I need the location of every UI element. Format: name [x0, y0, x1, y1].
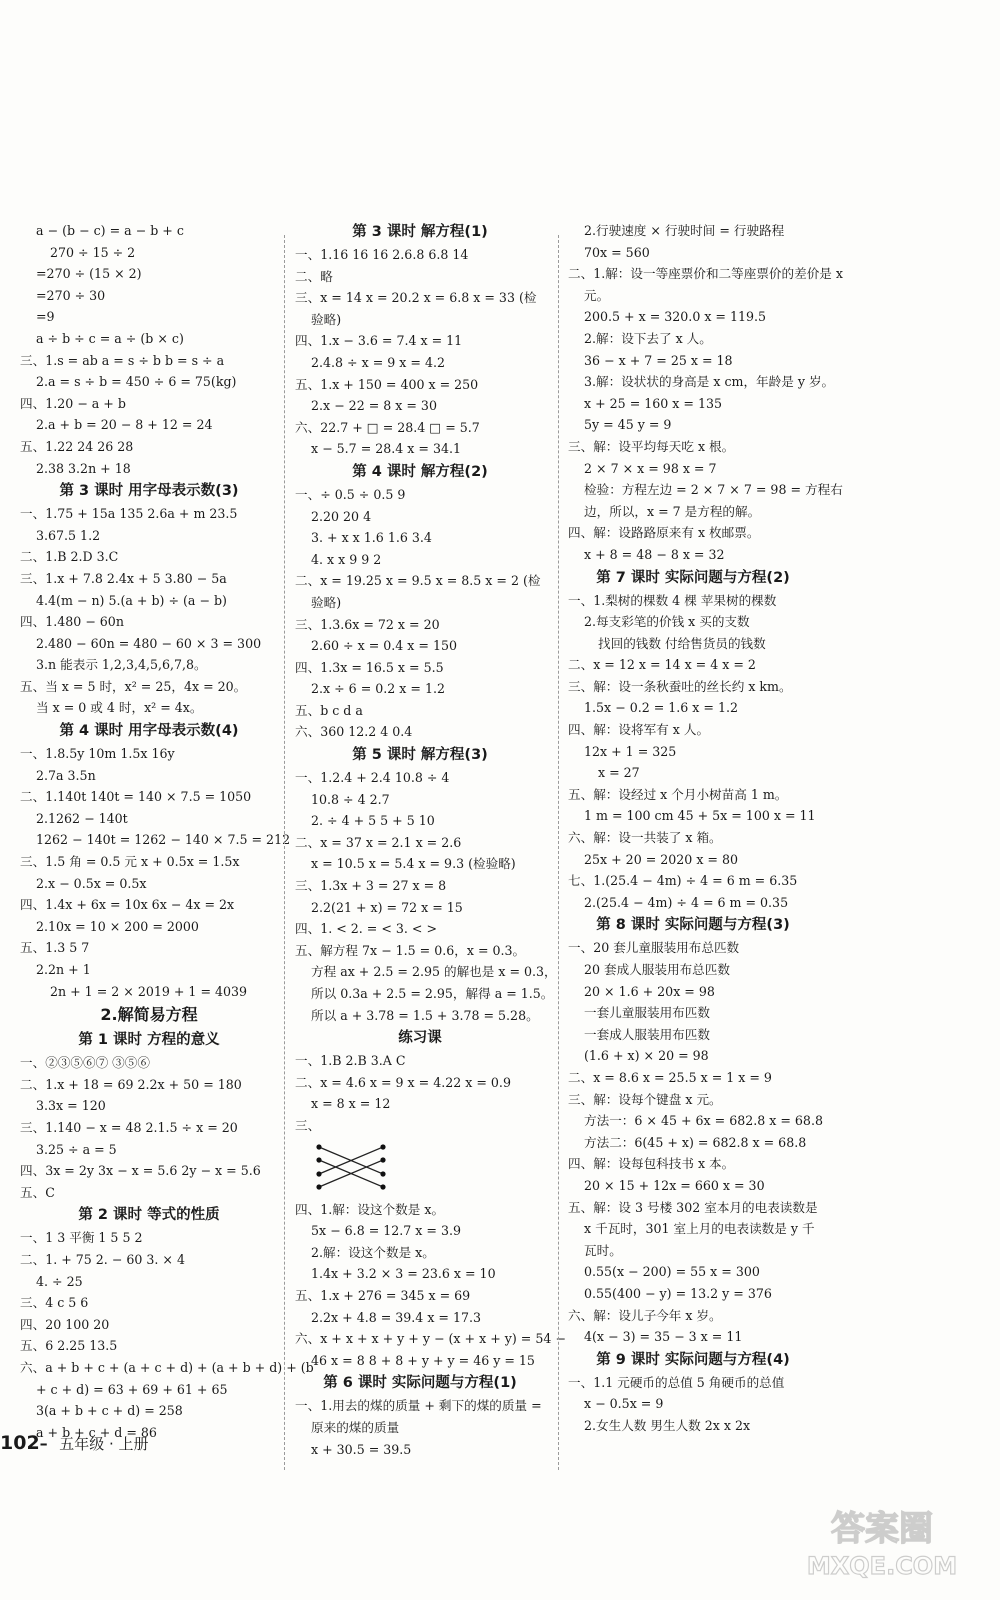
- lesson-heading: 第 2 课时 等式的性质: [78, 1207, 220, 1224]
- answer-line: 三、4 c 5 6: [20, 1295, 89, 1311]
- answer-line: 四、解：设每包科技书 x 本。: [568, 1156, 735, 1172]
- matching-dot: [380, 1144, 385, 1149]
- answer-line: 一、1.梨树的棵数 4 棵 苹果树的棵数: [568, 592, 777, 608]
- answer-line: 五、解方程 7x − 1.5 = 0.6，x = 0.3。: [295, 942, 526, 958]
- answer-line: 五、C: [20, 1184, 55, 1200]
- answer-line: 一、20 套儿童服装用布总匹数: [568, 940, 740, 956]
- answer-line: 3.3x = 120: [36, 1098, 106, 1114]
- answer-line: 七、1.(25.4 − 4m) ÷ 4 = 6 m = 6.35: [568, 873, 798, 889]
- answer-line: 找回的钱数 付给售货员的钱数: [598, 635, 766, 651]
- answer-line: 3.67.5 1.2: [36, 527, 101, 543]
- answer-line: 2.x − 0.5x = 0.5x: [36, 875, 147, 891]
- column-divider: [284, 235, 285, 1470]
- matching-dot: [380, 1184, 385, 1189]
- answer-line: 4. ÷ 25: [36, 1273, 83, 1289]
- answer-line: x + 30.5 = 39.5: [311, 1441, 412, 1457]
- answer-line: 70x = 560: [584, 244, 650, 260]
- answer-line: 二、1.140t 140t = 140 × 7.5 = 1050: [20, 789, 252, 805]
- answer-line: 四、1.20 − a + b: [20, 395, 126, 411]
- answer-line: 三、1.5 角 = 0.5 元 x + 0.5x = 1.5x: [20, 854, 240, 870]
- answer-line: 二、略: [295, 268, 333, 284]
- answer-line: =270 ÷ 30: [36, 287, 106, 303]
- watermark-text-bottom: MXQE.COM: [806, 1552, 958, 1580]
- answer-line: 三、解：设一条秋蚕吐的丝长约 x km。: [568, 678, 792, 694]
- page-number-dash: –: [39, 1434, 48, 1453]
- answer-line: 一、1.8.5y 10m 1.5x 16y: [20, 746, 175, 762]
- answer-line: 3.n 能表示 1,2,3,4,5,6,7,8。: [36, 657, 207, 673]
- answer-line: 2.1262 − 140t: [36, 810, 128, 826]
- answer-line: 4(x − 3) = 35 − 3 x = 11: [584, 1329, 743, 1345]
- grade-label: 五年级 · 上册: [59, 1435, 149, 1453]
- answer-line: 四、1.3x = 16.5 x = 5.5: [295, 659, 444, 675]
- answer-line: 五、1.x + 276 = 345 x = 69: [295, 1287, 471, 1303]
- answer-line: 五、6 2.25 13.5: [20, 1338, 118, 1354]
- answer-line: 2.2n + 1: [36, 962, 91, 977]
- answer-line: 验略): [311, 594, 342, 610]
- section-heading: 2.解简易方程: [100, 1005, 198, 1025]
- answer-line: 验略): [311, 311, 342, 327]
- answer-line: 2.480 − 60n = 480 − 60 × 3 = 300: [36, 635, 262, 651]
- answer-line: 3. + x x 1.6 1.6 3.4: [311, 530, 432, 546]
- answer-line: 20 × 1.6 + 20x = 98: [584, 983, 715, 999]
- answer-line: 三、: [295, 1117, 321, 1133]
- answer-line: 一套成人服装用布匹数: [584, 1026, 710, 1042]
- answer-line: 2.4.8 ÷ x = 9 x = 4.2: [311, 354, 445, 370]
- answer-line: 三、1.3x + 3 = 27 x = 8: [295, 878, 447, 894]
- answer-line: 2.60 ÷ x = 0.4 x = 150: [311, 638, 457, 654]
- answer-line: 2.x ÷ 6 = 0.2 x = 1.2: [311, 681, 445, 697]
- answer-line: 4. x x 9 9 2: [311, 551, 382, 567]
- answer-line: 一、1.2.4 + 2.4 10.8 ÷ 4: [295, 770, 450, 786]
- answer-line: 四、1.4x + 6x = 10x 6x − 4x = 2x: [20, 897, 235, 913]
- answer-line: 二、x = 19.25 x = 9.5 x = 8.5 x = 2 (检: [295, 573, 541, 589]
- answer-line: a ÷ b ÷ c = a ÷ (b × c): [36, 330, 184, 346]
- answer-line: 五、b c d a: [295, 702, 363, 718]
- answer-line: x − 5.7 = 28.4 x = 34.1: [311, 441, 461, 457]
- lesson-heading: 第 5 课时 解方程(3): [352, 747, 488, 764]
- answer-line: 一、②③⑤⑥⑦ ③⑤⑥: [20, 1055, 150, 1071]
- matching-dot: [380, 1171, 385, 1176]
- matching-dot: [380, 1157, 385, 1162]
- answer-line: 瓦时。: [584, 1242, 622, 1258]
- answer-line: 一套儿童服装用布匹数: [584, 1005, 710, 1021]
- matching-dot: [316, 1184, 321, 1189]
- answer-line: 一、1.1 元硬币的总值 5 角硬币的总值: [568, 1374, 785, 1390]
- answer-line: 四、解：设将军有 x 人。: [568, 722, 710, 738]
- answer-line: 一、1.75 + 15a 135 2.6a + m 23.5: [20, 506, 238, 522]
- answer-line: 三、1.s = ab a = s ÷ b b = s ÷ a: [20, 352, 225, 368]
- lesson-heading: 第 3 课时 解方程(1): [352, 224, 488, 240]
- answer-line: 3.25 ÷ a = 5: [36, 1141, 117, 1157]
- answer-line: 2n + 1 = 2 × 2019 + 1 = 4039: [50, 983, 248, 999]
- answer-line: 0.55(400 − y) = 13.2 y = 376: [584, 1285, 772, 1301]
- answer-line: 五、解：设 3 号楼 302 室本月的电表读数是: [568, 1199, 818, 1215]
- answer-line: 4.4(m − n) 5.(a + b) ÷ (a − b): [36, 592, 227, 608]
- answer-line: 边，所以，x = 7 是方程的解。: [584, 503, 761, 519]
- answer-line: 所以 0.3a + 2.5 = 2.95，解得 a = 1.5。: [311, 986, 554, 1001]
- answer-line: 2.2x + 4.8 = 39.4 x = 17.3: [311, 1309, 482, 1325]
- answer-line: 二、x = 37 x = 2.1 x = 2.6: [295, 834, 462, 850]
- answer-line: 1262 − 140t = 1262 − 140 × 7.5 = 212: [36, 832, 291, 848]
- lesson-heading: 第 4 课时 用字母表示数(4): [59, 723, 239, 740]
- lesson-heading: 第 3 课时 用字母表示数(3): [59, 483, 239, 500]
- answer-line: 2.20 20 4: [311, 508, 372, 524]
- answer-line: + c + d) = 63 + 69 + 61 + 65: [36, 1381, 228, 1397]
- answer-line: 方法二：6(45 + x) = 682.8 x = 68.8: [584, 1134, 807, 1150]
- answer-line: 三、x = 14 x = 20.2 x = 6.8 x = 33 (检: [295, 290, 537, 306]
- answer-line: 1.4x + 3.2 × 3 = 23.6 x = 10: [311, 1266, 496, 1282]
- answer-line: 10.8 ÷ 4 2.7: [311, 791, 390, 807]
- answer-line: 2.解：设下去了 x 人。: [584, 330, 712, 346]
- lesson-heading: 第 9 课时 实际问题与方程(4): [596, 1351, 790, 1368]
- answer-line: 五、当 x = 5 时，x² = 25，4x = 20。: [20, 678, 247, 694]
- answer-line: 一、1.用去的煤的质量 + 剩下的煤的质量 =: [295, 1398, 542, 1414]
- answer-line: 六、解：设儿子今年 x 岁。: [568, 1307, 722, 1323]
- answer-key-page: [0, 220, 1000, 1520]
- answer-line: 2.解：设这个数是 x。: [311, 1244, 435, 1260]
- answer-line: 六、x + x + x + y + y − (x + x + y) = 54 −: [295, 1331, 566, 1347]
- matching-lines-diagram: [313, 1139, 389, 1195]
- answer-line: 2.a = s ÷ b = 450 ÷ 6 = 75(kg): [36, 374, 237, 390]
- answer-line: 2.a + b = 20 − 8 + 12 = 24: [36, 417, 213, 433]
- answer-line: 20 套成人服装用布总匹数: [584, 962, 730, 977]
- answer-line: 二、1. + 75 2. − 60 3. × 4: [20, 1251, 185, 1267]
- matching-dot: [316, 1157, 321, 1162]
- answer-line: =270 ÷ (15 × 2): [36, 266, 142, 282]
- answer-line: 2.7a 3.5n: [36, 767, 96, 783]
- answer-line: 五、1.3 5 7: [20, 940, 90, 956]
- lesson-heading: 第 6 课时 实际问题与方程(1): [323, 1375, 517, 1392]
- answer-line: 五、解：设经过 x 个月小树苗高 1 m。: [568, 786, 788, 802]
- answer-line: 二、1.解：设一等座票价和二等座票价的差价是 x: [568, 266, 843, 282]
- answer-line: 三、解：设每个键盘 x 元。: [568, 1091, 722, 1107]
- answer-line: 二、x = 4.6 x = 9 x = 4.22 x = 0.9: [295, 1074, 511, 1090]
- answer-line: 三、解：设平均每天吃 x 根。: [568, 438, 735, 454]
- answer-line: 一、1.16 16 16 2.6.8 6.8 14: [295, 247, 469, 262]
- answer-line: 5y = 45 y = 9: [584, 417, 672, 433]
- answer-line: 元。: [584, 287, 610, 303]
- answer-line: 五、1.22 24 26 28: [20, 438, 134, 454]
- answer-line: 六、22.7 + □ = 28.4 □ = 5.7: [295, 419, 480, 435]
- answer-line: 六、解：设一共装了 x 箱。: [568, 830, 722, 846]
- watermark-logo: [782, 1502, 982, 1580]
- answer-line: 四、20 100 20: [20, 1316, 110, 1332]
- answer-line: 36 − x + 7 = 25 x = 18: [584, 352, 733, 368]
- answer-line: a − (b − c) = a − b + c: [36, 223, 184, 238]
- answer-line: 四、3x = 2y 3x − x = 5.6 2y − x = 5.6: [20, 1163, 261, 1179]
- answer-line: 二、x = 8.6 x = 25.5 x = 1 x = 9: [568, 1069, 772, 1085]
- answer-line: x 千瓦时，301 室上月的电表读数是 y 千: [584, 1221, 815, 1237]
- answer-line: 方程 ax + 2.5 = 2.95 的解也是 x = 0.3，: [311, 964, 557, 980]
- answer-line: 四、1. < 2. = < 3. < >: [295, 921, 438, 937]
- column-middle: [295, 220, 566, 1460]
- answer-line: 二、1.B 2.D 3.C: [20, 549, 119, 565]
- lesson-heading: 第 7 课时 实际问题与方程(2): [596, 569, 790, 586]
- answer-line: x = 10.5 x = 5.4 x = 9.3 (检验略): [311, 856, 516, 872]
- answer-line: 2.(25.4 − 4m) ÷ 4 = 6 m = 0.35: [584, 894, 789, 910]
- page-footer: [0, 1432, 149, 1454]
- answer-line: 46 x = 8 8 + 8 + y + y = 46 y = 15: [311, 1352, 535, 1368]
- answer-line: 三、1.140 − x = 48 2.1.5 ÷ x = 20: [20, 1119, 238, 1135]
- answer-line: 2.10x = 10 × 200 = 2000: [36, 918, 199, 934]
- answer-line: 0.55(x − 200) = 55 x = 300: [584, 1264, 760, 1280]
- answer-line: 二、x = 12 x = 14 x = 4 x = 2: [568, 657, 756, 673]
- answer-line: x − 0.5x = 9: [584, 1396, 664, 1412]
- answer-line: 原来的煤的质量: [311, 1419, 400, 1435]
- answer-line: 2.38 3.2n + 18: [36, 460, 131, 476]
- lesson-heading: 第 8 课时 实际问题与方程(3): [596, 917, 790, 934]
- answer-line: 四、1.x − 3.6 = 7.4 x = 11: [295, 333, 463, 349]
- column-divider: [558, 235, 559, 1470]
- answer-line: 2.每支彩笔的价钱 x 买的支数: [584, 614, 750, 630]
- matching-dot: [316, 1144, 321, 1149]
- answer-line: x = 8 x = 12: [311, 1096, 391, 1112]
- answer-line: 当 x = 0 或 4 时，x² = 4x。: [36, 700, 203, 716]
- answer-line: 2.x − 22 = 8 x = 30: [311, 398, 437, 414]
- answer-line: 200.5 + x = 320.0 x = 119.5: [584, 309, 767, 325]
- watermark-text-top: 答案圈: [831, 1509, 933, 1549]
- answer-line: 五、1.x + 150 = 400 x = 250: [295, 376, 479, 392]
- answer-line: 25x + 20 = 2020 x = 80: [584, 851, 739, 867]
- answer-line: 5x − 6.8 = 12.7 x = 3.9: [311, 1223, 461, 1239]
- answer-line: 检验：方程左边 = 2 × 7 × 7 = 98 = 方程右: [584, 482, 843, 498]
- page-number: 102: [0, 1432, 40, 1454]
- answer-line: 3.解：设状状的身高是 x cm，年龄是 y 岁。: [584, 374, 835, 390]
- answer-line: 四、1.解：设这个数是 x。: [295, 1201, 445, 1217]
- answer-line: 一、1 3 平衡 1 5 5 2: [20, 1230, 143, 1246]
- answer-line: 1 m = 100 cm 45 + 5x = 100 x = 11: [584, 808, 816, 824]
- answer-line: 方法一：6 × 45 + 6x = 682.8 x = 68.8: [584, 1113, 823, 1129]
- lesson-heading: 第 4 课时 解方程(2): [352, 463, 488, 480]
- lesson-heading: 第 1 课时 方程的意义: [78, 1032, 220, 1049]
- answer-line: 2.女生人数 男生人数 2x x 2x: [584, 1417, 751, 1433]
- answer-line: 一、÷ 0.5 ÷ 0.5 9: [295, 486, 406, 502]
- answer-line: (1.6 + x) × 20 = 98: [584, 1048, 709, 1064]
- answer-line: 20 × 15 + 12x = 660 x = 30: [584, 1177, 765, 1193]
- answer-line: 1.5x − 0.2 = 1.6 x = 1.2: [584, 700, 738, 716]
- answer-line: 2. ÷ 4 + 5 5 + 5 10: [311, 813, 435, 829]
- answer-line: 四、解：设路路原来有 x 枚邮票。: [568, 525, 760, 541]
- answer-line: 二、1.x + 18 = 69 2.2x + 50 = 180: [20, 1076, 242, 1092]
- answer-line: 12x + 1 = 325: [584, 743, 677, 759]
- answer-line: 270 ÷ 15 ÷ 2: [50, 244, 136, 260]
- answer-line: 一、1.B 2.B 3.A C: [295, 1053, 406, 1069]
- answer-line: =9: [36, 309, 55, 325]
- answer-line: 三、1.3.6x = 72 x = 20: [295, 616, 440, 632]
- answer-line: 2.2(21 + x) = 72 x = 15: [311, 899, 463, 915]
- answer-line: 三、1.x + 7.8 2.4x + 5 3.80 − 5a: [20, 570, 227, 586]
- answer-line: 2 × 7 × x = 98 x = 7: [584, 460, 717, 476]
- answer-line: 四、1.480 − 60n: [20, 614, 124, 630]
- answer-line: 3(a + b + c + d) = 258: [36, 1403, 183, 1419]
- matching-dot: [316, 1171, 321, 1176]
- answer-line: 六、a + b + c + (a + c + d) + (a + b + d) + (b: [20, 1359, 314, 1375]
- answer-line: x = 27: [598, 765, 640, 781]
- answer-line: 所以 a + 3.78 = 1.5 + 3.78 = 5.28。: [311, 1007, 539, 1023]
- column-right: [568, 220, 843, 1436]
- answer-line: 六、360 12.2 4 0.4: [295, 724, 413, 740]
- answer-line: 2.行驶速度 × 行驶时间 = 行驶路程: [584, 223, 785, 238]
- answer-line: x + 8 = 48 − 8 x = 32: [584, 546, 725, 562]
- answer-line: x + 25 = 160 x = 135: [584, 395, 722, 411]
- lesson-heading: 练习课: [398, 1030, 442, 1047]
- answer-line: a + b + c + d = 86: [36, 1424, 157, 1440]
